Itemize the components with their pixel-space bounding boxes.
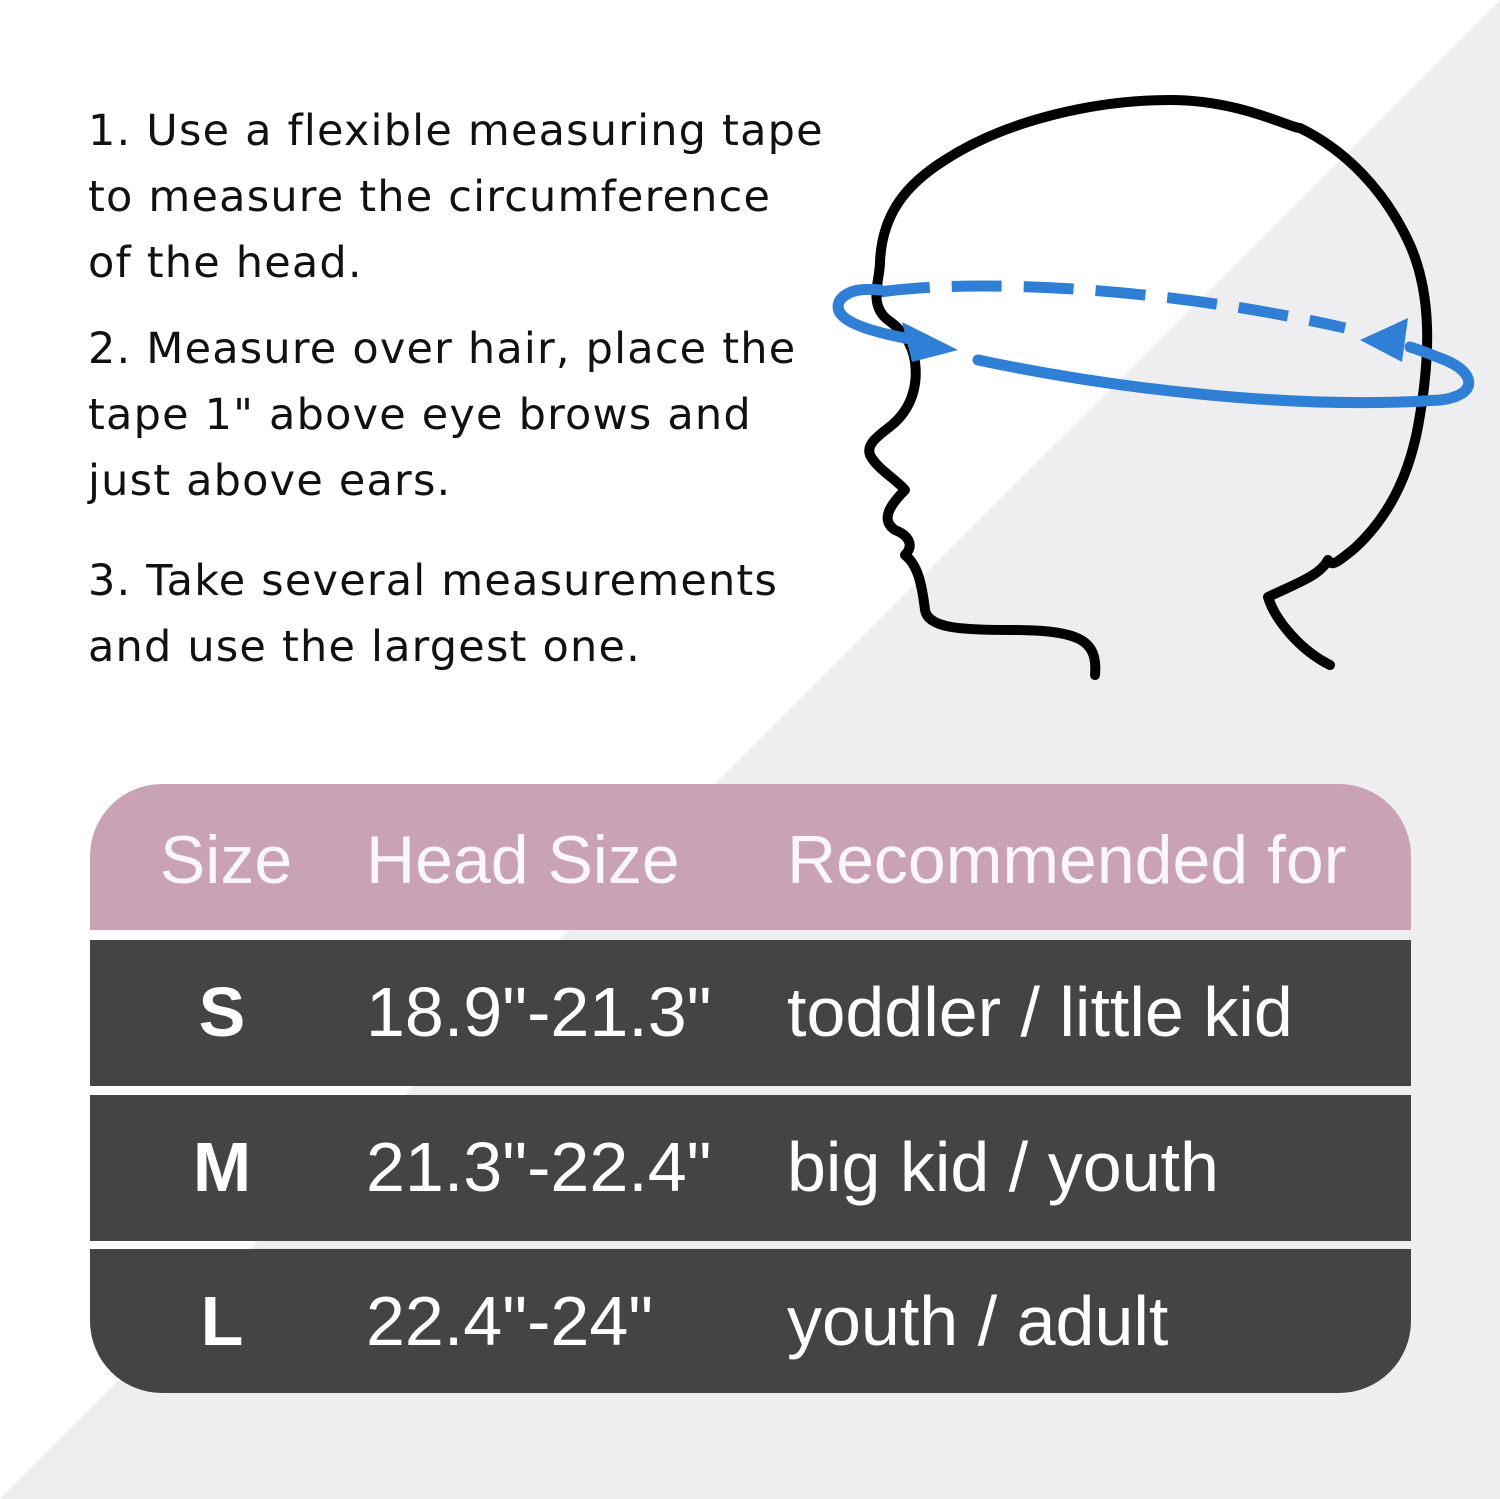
table-row [90,940,1411,1086]
table-row [90,1249,1411,1393]
header-size: Size [159,822,293,898]
recommended-value: toddler / little kid [787,973,1293,1051]
header-head-size: Head Size [366,822,680,898]
size-chart-table [90,784,1411,1393]
tape-back-dashed [880,286,1345,328]
recommended-value: youth / adult [787,1282,1169,1360]
table-header-row [90,784,1411,930]
instruction-step-1: 1. Use a flexible measuring tape to measure the circumference of the head. [88,106,824,288]
measuring-instructions [88,98,878,680]
tape-arrow-right-icon [1360,318,1408,362]
head-size-value: 22.4"-24" [366,1282,654,1360]
header-recommended-for: Recommended for [787,822,1347,898]
size-value: L [200,1282,244,1360]
instruction-step-2: 2. Measure over hair, place the tape 1" above eye brows and just above ears. [88,324,797,506]
head-size-value: 18.9"-21.3" [366,973,712,1051]
head-measurement-illustration [820,80,1500,700]
instruction-step-3: 3. Take several measurements and use the largest one. [88,556,779,672]
head-size-value: 21.3"-22.4" [366,1128,712,1206]
size-value: S [198,973,246,1051]
recommended-value: big kid / youth [787,1128,1219,1206]
table-row [90,1095,1411,1241]
size-value: M [192,1128,252,1206]
